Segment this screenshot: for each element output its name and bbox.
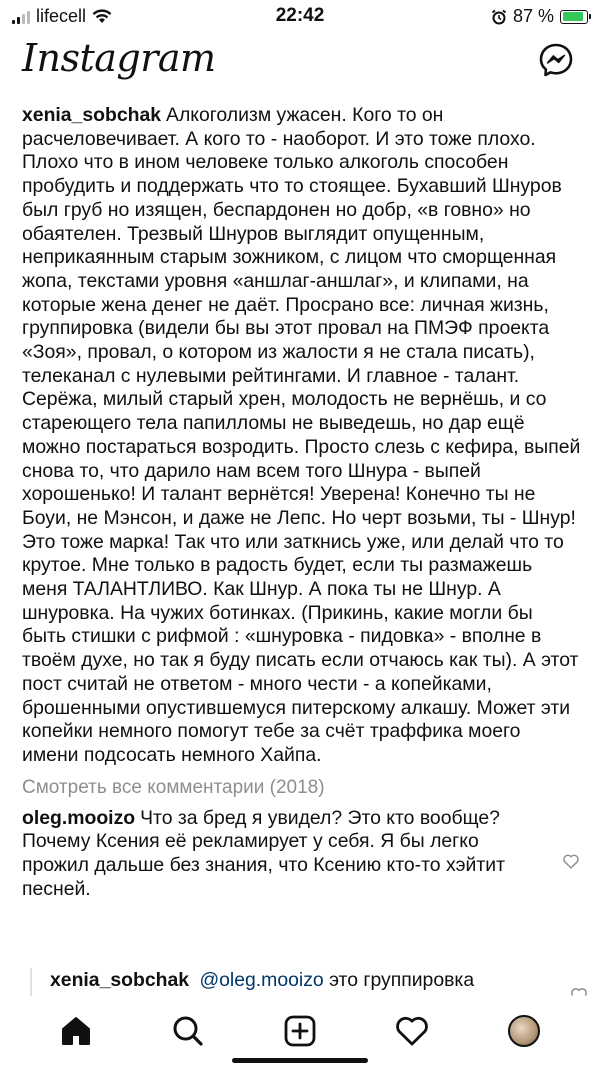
bottom-navigation <box>0 996 600 1066</box>
new-post-icon <box>283 1014 317 1048</box>
nav-activity[interactable] <box>390 1009 434 1053</box>
alarm-icon <box>491 9 507 25</box>
reply-like-heart-icon[interactable] <box>570 986 588 996</box>
carrier-group <box>12 6 112 27</box>
nav-profile[interactable] <box>502 1009 546 1053</box>
post-author-username[interactable]: xenia_sobchak <box>22 104 162 126</box>
nav-home[interactable] <box>54 1009 98 1053</box>
comment-author-username[interactable]: oleg.mooizo <box>22 806 136 829</box>
reply-text: это группировка <box>329 969 475 991</box>
instagram-logo[interactable]: Instagram <box>22 36 216 80</box>
reply-item <box>30 968 590 996</box>
messenger-icon[interactable] <box>538 42 574 78</box>
status-bar <box>0 0 600 34</box>
home-indicator <box>232 1058 368 1063</box>
reply-author-username[interactable]: xenia_sobchak <box>50 969 190 991</box>
comment-text: Что за бред я увидел? Это кто вообще? Почему Ксения её рекламирует у себя. Я бы легко прожил дальше без знания, что Ксению кто-то хэйтит песней. <box>22 806 505 900</box>
view-all-comments-link[interactable]: Смотреть все комментарии (2018) <box>22 776 325 798</box>
carrier-name: lifecell <box>36 6 87 26</box>
post-details <box>22 104 582 902</box>
clock: 22:42 <box>275 5 325 26</box>
search-icon <box>171 1014 205 1048</box>
comment-item <box>22 807 582 902</box>
home-icon <box>59 1014 93 1048</box>
battery-percent: 87 % <box>512 6 554 26</box>
reply-mention-link[interactable]: @oleg.mooizo <box>199 969 324 991</box>
signal-icon <box>12 10 30 24</box>
battery-group <box>491 6 588 27</box>
app-header <box>0 34 600 94</box>
post-caption <box>22 104 582 768</box>
activity-heart-icon <box>394 1014 430 1048</box>
nav-new-post[interactable] <box>278 1009 322 1053</box>
comment-like-heart-icon[interactable] <box>562 853 580 869</box>
profile-avatar <box>508 1015 540 1047</box>
nav-search[interactable] <box>166 1009 210 1053</box>
battery-icon <box>560 10 588 24</box>
wifi-icon <box>92 9 112 24</box>
post-caption-text: Алкоголизм ужасен. Кого то он расчеловечивает. А кого то - наоборот. И это тоже плохо. Плохо что в ином человеке только алкоголь способен пробудить и поддержать что то стоящее. Бухавший Шнуров был груб но изящен, беспардонен но добр, «в говно» но обаятелен. Трезвый Шнуров выглядит опущенным, неприкаянным старым зожником, с лицом что сморщенная жопа, текстами уровня «аншлаг-аншлаг», и клипами, на которые жена денег не даёт. Просрано все: личная жизнь, группировка (видели бы вы этот провал на ПМЭФ проекта «Зоя», провал, о котором из жалости я не стала писать), телеканал с нулевыми рейтингами. И главное - талант. Серёжа, милый старый хрен, молодость не вернёшь, и со стареющего тела папилломы не выведешь, но дар ещё можно постараться возродить. Просто слезь с кефира, выпей снова то, что дарило нам всем того Шнура - выпей хорошенько! И талант вернётся! Уверена! Конечно ты не Боуи, не Мэнсон, и даже не Лепс. Но черт возьми, ты - Шнур! Это тоже марка! Так что или заткнись уже, или делай что то крутое. Мне только в радость будет, если ты размажешь меня ТАЛАНТЛИВО. Как Шнур. А пока ты не Шнур. А шнуровка. На чужих ботинках. (Прикинь, какие могли бы быть стишки с рифмой : «шнуровка - пидовка» - вполне в твоём духе, но так я буду писать если отчаюсь как ты). А этот пост считай не ответом - много чести - а копейками, брошенными опустившемуся питерскому алкашу. Может эти копейки немного помогут тебе за счёт траффика моего имени подсосать немного Хайпа. <box>22 104 581 766</box>
